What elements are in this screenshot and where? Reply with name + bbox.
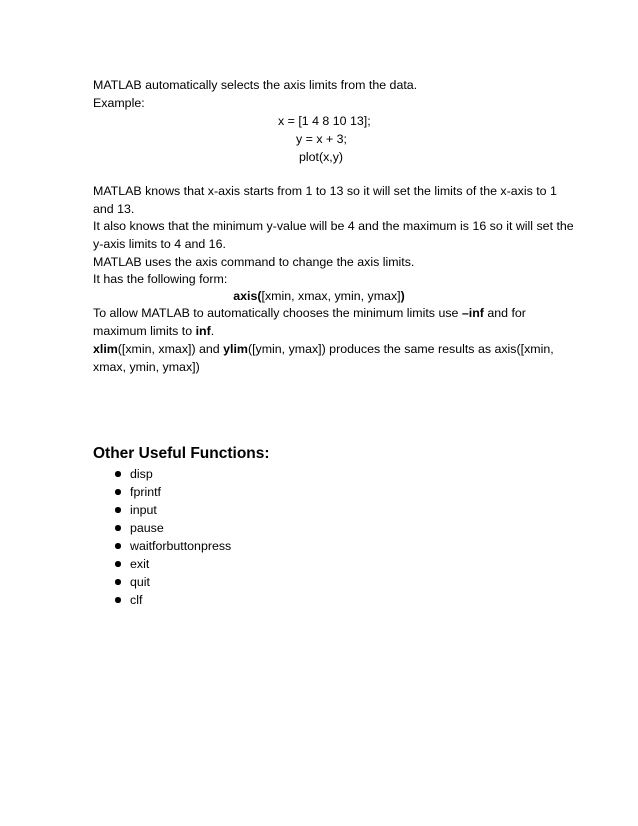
xlim-keyword: xlim xyxy=(93,342,118,356)
axis-close-paren: ) xyxy=(400,289,405,303)
limits-text: and for xyxy=(483,306,526,320)
xlim-ylim-line: xmax, ymin, ymax]) xyxy=(93,360,200,374)
explanation-line: y-axis limits to 4 and 16. xyxy=(93,237,226,251)
limits-text: maximum limits to xyxy=(93,324,196,338)
inf-keyword: inf xyxy=(195,324,211,338)
explanation-line: It also knows that the minimum y-value will be 4 and the maximum is 16 so it will set the xyxy=(93,219,574,233)
code-line-plot: plot(x,y) xyxy=(299,150,344,164)
axis-args: [xmin, xmax, ymin, ymax] xyxy=(261,289,401,303)
bullet-icon xyxy=(115,543,121,549)
bullet-icon xyxy=(115,471,121,477)
limits-text: . xyxy=(210,324,215,338)
code-line-y: y = x + 3; xyxy=(296,132,347,146)
bullet-icon xyxy=(115,597,121,603)
ylim-keyword: ylim xyxy=(223,342,248,356)
explanation-line: and 13. xyxy=(93,202,135,216)
axis-keyword: axis( xyxy=(233,289,262,303)
xlim-ylim-line xyxy=(93,340,554,358)
list-item-label: quit xyxy=(130,575,150,589)
limits-line xyxy=(93,322,214,340)
bullet-icon xyxy=(115,579,121,585)
bullet-icon xyxy=(115,525,121,531)
section-heading: Other Useful Functions: xyxy=(93,445,270,462)
neg-inf-keyword: –inf xyxy=(461,306,484,320)
list-item-label: disp xyxy=(130,467,153,481)
bullet-icon xyxy=(115,561,121,567)
bullet-icon xyxy=(115,489,121,495)
intro-line: MATLAB automatically selects the axis limits from the data. xyxy=(93,78,418,92)
list-item-label: pause xyxy=(130,521,164,535)
ylim-text: ([ymin, ymax]) produces the same results as axis([xmin, xyxy=(247,342,554,356)
list-item-label: input xyxy=(130,503,157,517)
list-item-label: clf xyxy=(130,593,143,607)
axis-form-line xyxy=(0,287,638,305)
example-label: Example: xyxy=(93,96,145,110)
limits-text: To allow MATLAB to automatically chooses the minimum limits use xyxy=(93,306,462,320)
bullet-icon xyxy=(115,507,121,513)
list-item-label: fprintf xyxy=(130,485,161,499)
explanation-line: MATLAB uses the axis command to change the axis limits. xyxy=(93,255,415,269)
explanation-line: MATLAB knows that x-axis starts from 1 to 13 so it will set the limits of the x-axis to 1 xyxy=(93,184,557,198)
list-item-label: waitforbuttonpress xyxy=(130,539,232,553)
xlim-text: ([xmin, xmax]) and xyxy=(117,342,224,356)
limits-line xyxy=(93,304,526,322)
code-line-x: x = [1 4 8 10 13]; xyxy=(278,114,371,128)
list-item-label: exit xyxy=(130,557,150,571)
explanation-line: It has the following form: xyxy=(93,272,228,286)
